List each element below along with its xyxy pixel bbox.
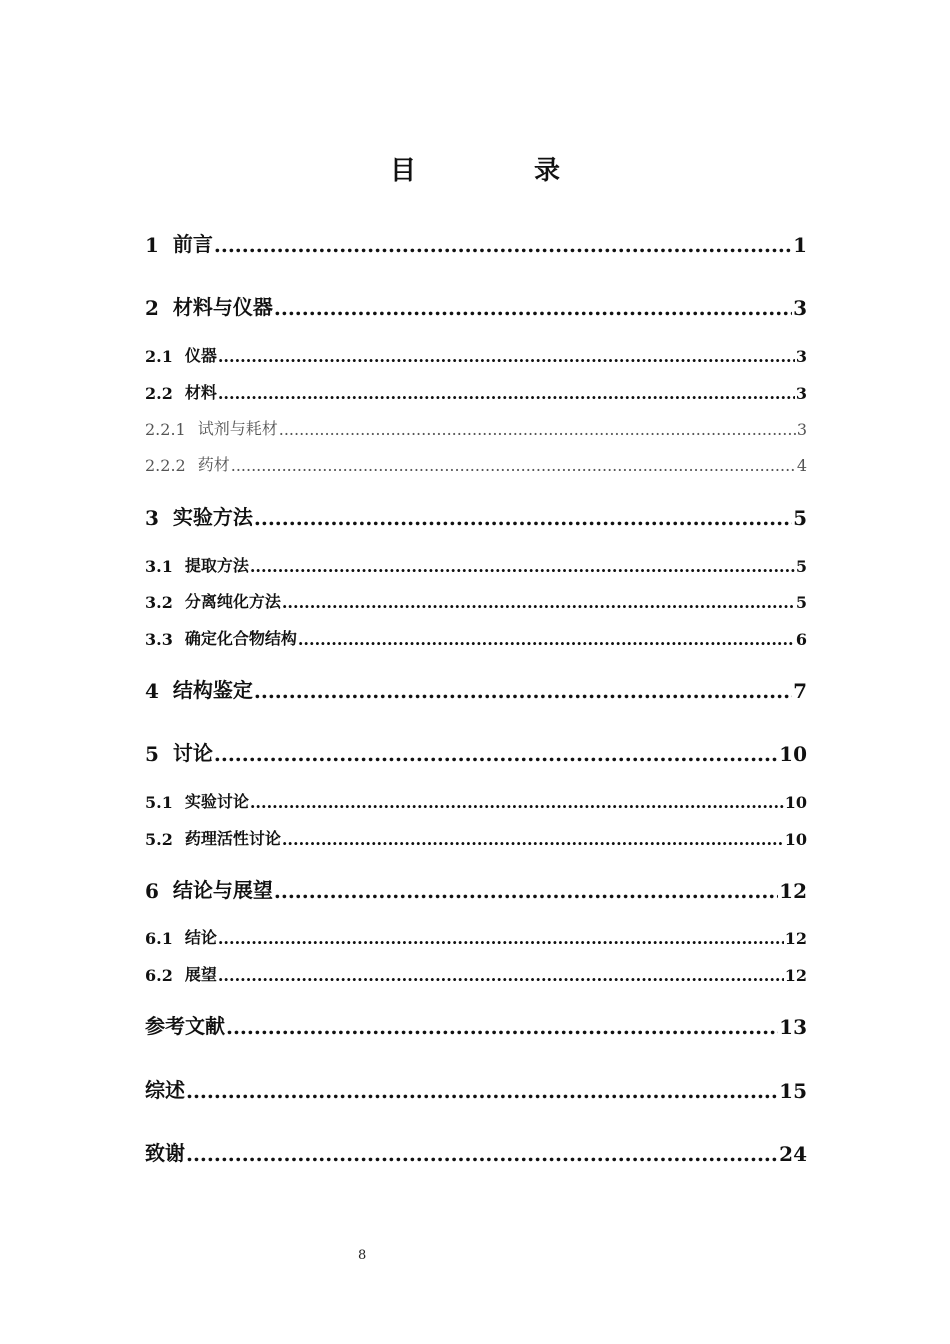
toc-entry-2-2[interactable] — [145, 380, 807, 403]
dot-leader — [282, 593, 795, 612]
dot-leader — [218, 966, 784, 985]
dot-leader — [250, 557, 795, 576]
toc-entry-number: 5.2 — [145, 830, 173, 849]
toc-entry-number: 5.1 — [145, 793, 173, 812]
toc-entry-label: 材料与仪器 — [172, 295, 273, 319]
toc-entry-5[interactable] — [145, 737, 807, 766]
toc-entry-number: 1 — [145, 233, 159, 257]
toc-entry-page: 10 — [784, 793, 807, 812]
toc-entry-acknowledgements[interactable] — [145, 1137, 807, 1166]
toc-entry-label: 材料 — [184, 383, 217, 402]
toc-entry-page: 15 — [779, 1079, 807, 1103]
toc-entry-number: 3.3 — [145, 630, 173, 649]
toc-entry-3-1[interactable] — [145, 553, 807, 576]
toc-entry-page: 1 — [793, 233, 807, 257]
dot-leader — [274, 879, 778, 903]
toc-entry-label: 仪器 — [184, 346, 217, 365]
dot-leader — [254, 679, 792, 703]
dot-leader — [226, 1015, 778, 1039]
toc-entry-page: 3 — [793, 296, 807, 320]
toc-entry-number: 2 — [145, 296, 159, 320]
toc-entry-page: 3 — [795, 347, 807, 366]
toc-entry-label: 实验方法 — [172, 505, 253, 529]
dot-leader — [214, 233, 792, 257]
toc-entry-number: 3.1 — [145, 557, 173, 576]
toc-entry-3[interactable] — [145, 501, 807, 530]
toc-entry-label: 确定化合物结构 — [184, 629, 297, 648]
dot-leader — [298, 630, 795, 649]
toc-entry-label: 药理活性讨论 — [184, 829, 281, 848]
dot-leader — [254, 506, 792, 530]
toc-entry-label: 提取方法 — [184, 556, 249, 575]
toc-entry-page: 7 — [793, 679, 807, 703]
toc-entry-6-1[interactable] — [145, 925, 807, 948]
dot-leader — [186, 1079, 778, 1103]
toc-entry-label: 试剂与耗材 — [197, 419, 278, 438]
toc-entry-label: 结论与展望 — [172, 878, 273, 902]
toc-entry-label: 参考文献 — [145, 1014, 225, 1038]
toc-entry-label: 讨论 — [172, 741, 213, 765]
dot-leader — [218, 384, 795, 403]
toc-entry-2-2-1[interactable] — [145, 416, 807, 439]
toc-entry-2[interactable] — [145, 291, 807, 320]
dot-leader — [218, 347, 795, 366]
toc-entry-1[interactable] — [145, 228, 807, 257]
toc-entry-page: 10 — [779, 742, 807, 766]
toc-entry-5-1[interactable] — [145, 789, 807, 812]
toc-entry-page: 3 — [796, 420, 807, 439]
toc-entry-2-2-2[interactable] — [145, 452, 807, 475]
toc-entry-page: 10 — [784, 830, 807, 849]
dot-leader — [279, 420, 796, 439]
toc-entry-page: 4 — [796, 456, 807, 475]
dot-leader — [274, 296, 792, 320]
toc-entry-number: 6.1 — [145, 929, 173, 948]
toc-entry-number: 5 — [145, 742, 159, 766]
toc-entry-6[interactable] — [145, 874, 807, 903]
toc-entry-page: 5 — [795, 557, 807, 576]
toc-entry-number: 2.2 — [145, 384, 173, 403]
toc-entry-number: 6.2 — [145, 966, 173, 985]
toc-entry-number: 2.1 — [145, 347, 173, 366]
toc-entry-page: 13 — [779, 1015, 807, 1039]
toc-entry-number: 3.2 — [145, 593, 173, 612]
toc-entry-number: 3 — [145, 506, 159, 530]
toc-entry-5-2[interactable] — [145, 826, 807, 849]
toc-entry-3-2[interactable] — [145, 589, 807, 612]
toc-entry-page: 5 — [795, 593, 807, 612]
page-number: 8 — [358, 1248, 367, 1263]
toc-entry-page: 6 — [795, 630, 807, 649]
toc-entry-label: 致谢 — [145, 1141, 185, 1165]
toc-entry-label: 实验讨论 — [184, 792, 249, 811]
toc-entry-2-1[interactable] — [145, 343, 807, 366]
toc-entry-label: 前言 — [172, 232, 213, 256]
toc-entry-page: 12 — [779, 879, 807, 903]
toc-entry-label: 综述 — [145, 1078, 185, 1102]
toc-entry-number: 2.2.2 — [145, 456, 186, 475]
dot-leader — [250, 793, 784, 812]
toc-entry-page: 24 — [779, 1142, 807, 1166]
dot-leader — [214, 742, 778, 766]
toc-entry-label: 展望 — [184, 965, 217, 984]
toc-entry-label: 药材 — [197, 455, 230, 474]
toc-entry-label: 结构鉴定 — [172, 678, 253, 702]
toc-entry-6-2[interactable] — [145, 962, 807, 985]
toc-entry-page: 12 — [784, 929, 807, 948]
toc-title: 目 录 — [389, 156, 606, 186]
toc-entry-page: 3 — [795, 384, 807, 403]
toc-entry-number: 6 — [145, 879, 159, 903]
toc-entry-references[interactable] — [145, 1010, 807, 1039]
dot-leader — [282, 830, 784, 849]
toc-entry-number: 2.2.1 — [145, 420, 186, 439]
toc-entry-number: 4 — [145, 679, 159, 703]
toc-entry-label: 结论 — [184, 928, 217, 947]
dot-leader — [231, 456, 796, 475]
toc-entry-review[interactable] — [145, 1074, 807, 1103]
toc-entry-3-3[interactable] — [145, 626, 807, 649]
toc-entry-page: 5 — [793, 506, 807, 530]
toc-entry-page: 12 — [784, 966, 807, 985]
dot-leader — [218, 929, 784, 948]
dot-leader — [186, 1142, 778, 1166]
toc-entry-label: 分离纯化方法 — [184, 592, 281, 611]
toc-entry-4[interactable] — [145, 674, 807, 703]
